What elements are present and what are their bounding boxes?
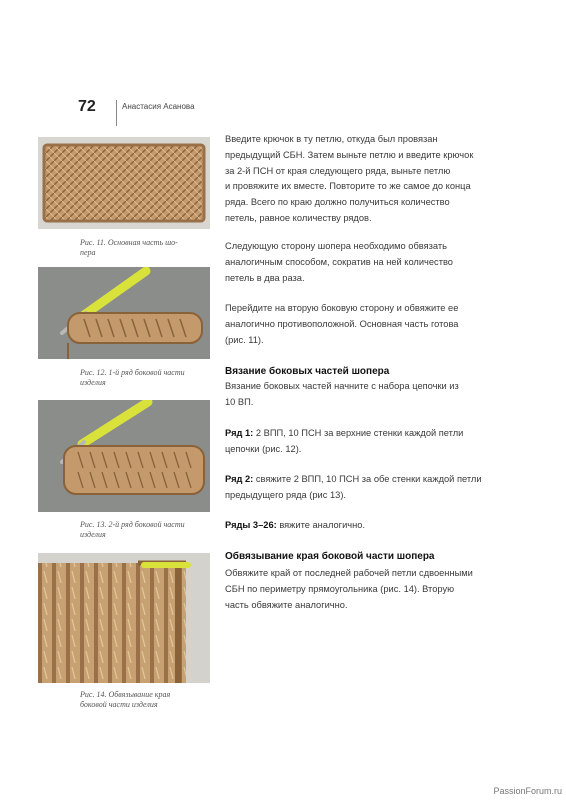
rows-3-26-instruction [225, 518, 515, 534]
figure-11-photo [38, 137, 210, 229]
paragraph-5 [225, 566, 515, 613]
text-line: петель, равное количеству рядов. [225, 212, 372, 223]
row-text: 2 ВПП, 10 ПСН за верхние стенки каждой петли [255, 428, 464, 438]
text-line: Следующую сторону шопера необходимо обвязать [225, 241, 448, 251]
crochet-second-row-image [38, 400, 210, 512]
text-line: ряда. Всего по краю должно получиться количество [225, 197, 450, 208]
text-line: Вязание боковых частей начните с набора цепочки из [225, 381, 459, 391]
figure-11-caption [80, 238, 210, 258]
section-heading-edging: Обвязывание края боковой части шопера [225, 551, 435, 562]
paragraph-3 [225, 301, 515, 348]
text-line: и провяжите их вместе. Повторите то же самое до конца [225, 181, 471, 192]
text-line: СБН по периметру прямоугольника (рис. 14). Вторую [225, 583, 455, 594]
text-line: петель в два раза. [225, 272, 305, 283]
row-text: вяжите аналогично. [279, 520, 365, 530]
caption-line: пера [80, 248, 96, 257]
section-heading-side-parts: Вязание боковых частей шопера [225, 366, 390, 377]
crochet-first-row-image [38, 267, 210, 359]
text-line: аналогично противоположной. Основная часть готова [225, 318, 459, 329]
figure-13-caption [80, 520, 210, 540]
edging-side-part-image [38, 553, 210, 683]
row-label: Ряд 2: [225, 474, 254, 484]
text-line: Обвяжите край от последней рабочей петли сдвоенными [225, 568, 473, 578]
caption-line: боковой части изделия [80, 700, 158, 709]
caption-line: изделия [80, 378, 106, 387]
row-label: Ряды 3–26: [225, 520, 277, 530]
text-line: за 2-й ПСН от края следующего ряда, выньте петлю [225, 165, 451, 176]
watermark: PassionForum.ru [493, 786, 562, 796]
text-line: цепочки (рис. 12). [225, 443, 302, 454]
knitted-panel-image [38, 137, 210, 229]
caption-line: Рис. 11. Основная часть шо- [80, 238, 178, 247]
text-line: аналогичным способом, сократив на ней количество [225, 256, 453, 267]
paragraph-1 [225, 132, 515, 227]
row-2-instruction [225, 472, 515, 504]
caption-line: Рис. 14. Обвязывание края [80, 690, 171, 699]
figure-14-caption [80, 690, 210, 710]
figure-12-caption [80, 368, 210, 388]
paragraph-4 [225, 379, 515, 411]
row-label: Ряд 1: [225, 428, 254, 438]
figure-13-photo [38, 400, 210, 512]
text-line: 10 ВП. [225, 396, 254, 407]
text-line: предыдущего ряда (рис 13). [225, 489, 346, 500]
row-text: свяжите 2 ВПП, 10 ПСН за обе стенки каждой петли [255, 474, 482, 484]
caption-line: Рис. 13. 2-й ряд боковой части [80, 520, 185, 529]
figure-14-photo [38, 553, 210, 683]
text-line: (рис. 11). [225, 334, 264, 345]
text-line: Перейдите на вторую боковую сторону и обвяжите ее [225, 303, 459, 313]
text-line: предыдущий СБН. Затем выньте петлю и введите крючок [225, 149, 474, 160]
figure-12-photo [38, 267, 210, 359]
header-divider [116, 100, 117, 126]
page-number: 72 [78, 98, 96, 115]
text-line: Введите крючок в ту петлю, откуда был провязан [225, 134, 438, 144]
text-line [225, 472, 515, 488]
text-line [225, 518, 515, 534]
row-1-instruction [225, 426, 515, 458]
paragraph-2 [225, 239, 515, 286]
text-line: часть обвяжите аналогично. [225, 599, 348, 610]
caption-line: Рис. 12. 1-й ряд боковой части [80, 368, 185, 377]
author-name: Анастасия Асанова [122, 102, 195, 111]
caption-line: изделия [80, 530, 106, 539]
text-line [225, 426, 515, 442]
